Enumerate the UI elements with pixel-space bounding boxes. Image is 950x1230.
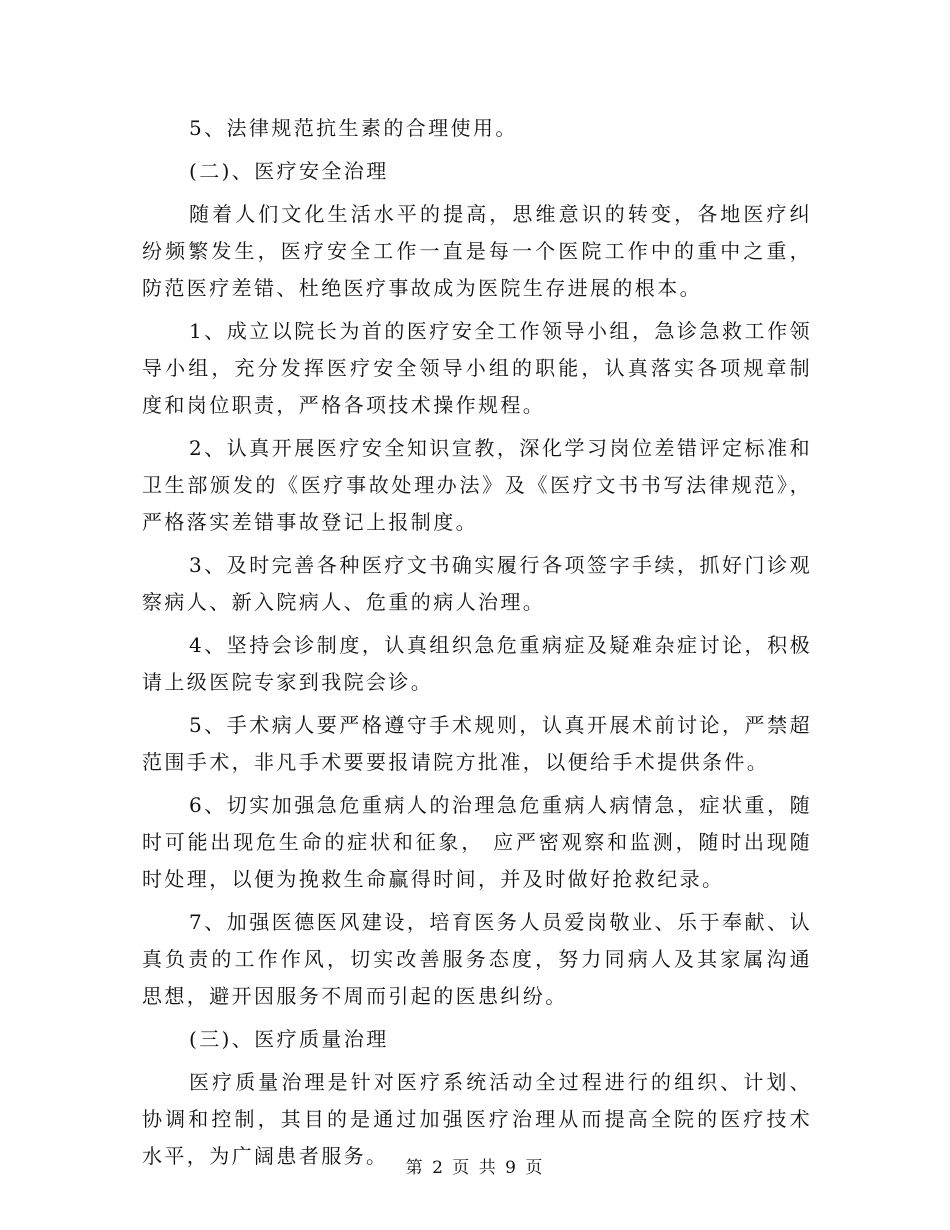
document-body (142, 110, 812, 1181)
paragraph-safety-intro: 随着人们文化生活水平的提高，思维意识的转变，各地医疗纠纷频繁发生，医疗安全工作一直是每一个医院工作中的重中之重，防范医疗差错、杜绝医疗事故成为医院生存进展的根本。 (142, 202, 812, 300)
page-footer: 第 2 页 共 9 页 (405, 1158, 545, 1178)
section-heading-medical-quality: (三)、医疗质量治理 (189, 1027, 389, 1051)
paragraph-item-5-surgery: 5、手术病人要严格遵守手术规则，认真开展术前讨论，严禁超范围手术，非凡手术要要报请院方批准，以便给手术提供条件。 (142, 713, 812, 774)
paragraph-item-4: 4、坚持会诊制度，认真组织急危重病症及疑难杂症讨论，积极请上级医院专家到我院会诊。 (142, 633, 812, 694)
paragraph-item-5-antibiotics: 5、法律规范抗生素的合理使用。 (189, 116, 518, 140)
paragraph-item-6: 6、切实加强急危重病人的治理急危重病人病情急，症状重，随时可能出现危生命的症状和征象， 应严密观察和监测，随时出现随时处理，以便为挽救生命赢得时间，并及时做好抢救纪录。 (142, 793, 812, 891)
paragraph-item-7: 7、加强医德医风建设，培育医务人员爱岗敬业、乐于奉献、认真负责的工作作风，切实改善服务态度，努力同病人及其家属沟通思想，避开因服务不周而引起的医患纠纷。 (142, 910, 812, 1008)
paragraph-item-1: 1、成立以院长为首的医疗安全工作领导小组，急诊急救工作领导小组，充分发挥医疗安全领导小组的职能，认真落实各项规章制度和岗位职责，严格各项技术操作规程。 (142, 319, 812, 417)
paragraph-item-3: 3、及时完善各种医疗文书确实履行各项签字手续，抓好门诊观察病人、新入院病人、危重的病人治理。 (142, 553, 812, 614)
paragraph-item-2: 2、认真开展医疗安全知识宣教，深化学习岗位差错评定标准和卫生部颁发的《医疗事故处理办法》及《医疗文书书写法律规范》，严格落实差错事故登记上报制度。 (142, 436, 812, 534)
section-heading-medical-safety: (二)、医疗安全治理 (189, 159, 389, 183)
paragraph-quality-intro: 医疗质量治理是针对医疗系统活动全过程进行的组织、计划、协调和控制，其目的是通过加强医疗治理从而提高全院的医疗技术水平，为广阔患者服务。 (142, 1070, 812, 1168)
